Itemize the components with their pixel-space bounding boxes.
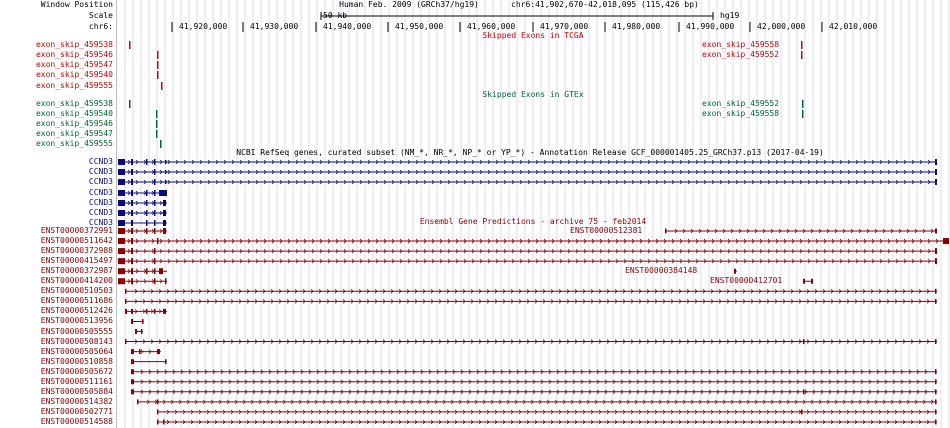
ensembl-item-label[interactable]: ENST00000372987 (40, 266, 113, 276)
refseq-track-title: NCBI RefSeq genes, curated subset (NM_*, NR_*, NP_* or YP_*) - Annotation Release GCF_000001405.25_GRCh37.p13 (2017-04-19) (236, 148, 824, 157)
tcga-item-label[interactable]: exon_skip_459547 (35, 60, 113, 69)
ruler-tick-label: 41,940,000 (323, 22, 372, 31)
gtex-item-label[interactable]: exon_skip_459540 (35, 109, 113, 118)
ensembl-item-label[interactable]: ENST00000415497 (40, 256, 113, 266)
ensembl-inline-label[interactable]: ENST00000384148 (625, 266, 698, 276)
ensembl-item-label[interactable]: ENST00000510858 (40, 356, 113, 366)
ensembl-item-label[interactable]: ENST00000505064 (40, 346, 113, 356)
ensembl-item-label[interactable]: ENST00000505672 (40, 366, 113, 376)
ensembl-item-label[interactable]: ENST00000510503 (40, 286, 113, 296)
track-text-layer (117, 0, 950, 428)
ensembl-item-label[interactable]: ENST00000372988 (40, 246, 113, 256)
tcga-track-title: Skipped Exons in TCGA (482, 31, 584, 40)
ensembl-item-label[interactable]: ENST00000511686 (40, 296, 113, 306)
ensembl-track-title: Ensembl Gene Predictions - archive 75 - feb2014 (419, 217, 647, 226)
refseq-item-label[interactable]: CCND3 (88, 218, 113, 227)
ruler-tick-label: 42,010,000 (829, 22, 878, 31)
ensembl-item-label[interactable]: ENST00000414200 (40, 276, 113, 286)
assembly-title: Human Feb. 2009 (GRCh37/hg19) (339, 0, 479, 9)
gtex-item-label[interactable]: exon_skip_459555 (35, 139, 113, 148)
exon-inline-label[interactable]: exon_skip_459552 (702, 50, 780, 59)
ensembl-item-label[interactable]: ENST00000514382 (40, 396, 113, 406)
ensembl-inline-label[interactable]: ENST00000512381 (570, 226, 643, 235)
scale-text: 50 kb (323, 11, 348, 20)
refseq-item-label[interactable]: CCND3 (88, 208, 113, 217)
gtex-item-label[interactable]: exon_skip_459546 (35, 119, 113, 128)
gtex-track-title: Skipped Exons in GTEx (482, 90, 584, 99)
ensembl-item-label[interactable]: ENST00000508143 (40, 336, 113, 346)
gtex-item-label[interactable]: exon_skip_459538 (35, 99, 113, 108)
ensembl-item-label[interactable]: ENST00000511642 (40, 236, 113, 246)
ensembl-item-label[interactable]: ENST00000505555 (40, 326, 113, 336)
ruler-tick-label: 41,970,000 (540, 22, 589, 31)
scale-db: hg19 (720, 11, 740, 20)
ensembl-item-label[interactable]: ENST00000511161 (40, 376, 113, 386)
ensembl-item-label[interactable]: ENST00000512426 (40, 306, 113, 316)
ruler-tick-label: 41,930,000 (250, 22, 299, 31)
refseq-item-label[interactable]: CCND3 (88, 198, 113, 207)
ruler-tick-label: 41,960,000 (467, 22, 516, 31)
ensembl-item-label[interactable]: ENST00000513956 (40, 316, 113, 326)
ruler-tick-label: 41,950,000 (395, 22, 444, 31)
chrom-label: chr6: (88, 22, 113, 31)
refseq-item-label[interactable]: CCND3 (88, 157, 113, 166)
ruler-tick-label: 41,980,000 (612, 22, 661, 31)
ensembl-item-label[interactable]: ENST00000514588 (40, 416, 113, 426)
refseq-item-label[interactable]: CCND3 (88, 177, 113, 186)
refseq-item-label[interactable]: CCND3 (88, 188, 113, 197)
scale-label: Scale (88, 11, 113, 20)
exon-inline-label[interactable]: exon_skip_459558 (702, 40, 780, 49)
tcga-item-label[interactable]: exon_skip_459538 (35, 40, 113, 49)
ruler-tick-label: 41,920,000 (179, 22, 228, 31)
exon-inline-label[interactable]: exon_skip_459558 (702, 109, 780, 118)
tcga-item-label[interactable]: exon_skip_459546 (35, 50, 113, 59)
track-labels-panel (0, 0, 116, 428)
exon-inline-label[interactable]: exon_skip_459552 (702, 99, 780, 108)
tcga-item-label[interactable]: exon_skip_459555 (35, 81, 113, 90)
ensembl-item-label[interactable]: ENST00000505884 (40, 386, 113, 396)
ensembl-item-label[interactable]: ENST00000502771 (40, 406, 113, 416)
window-position-label: Window Position (40, 0, 113, 9)
gtex-item-label[interactable]: exon_skip_459547 (35, 129, 113, 138)
refseq-item-label[interactable]: CCND3 (88, 167, 113, 176)
ruler-tick-label: 41,990,000 (686, 22, 735, 31)
ruler-tick-label: 42,000,000 (757, 22, 806, 31)
ensembl-item-label[interactable]: ENST00000372991 (40, 226, 113, 235)
tcga-item-label[interactable]: exon_skip_459540 (35, 70, 113, 79)
position-readout: chr6:41,902,670-42,018,095 (115,426 bp) (511, 0, 699, 9)
ensembl-inline-label[interactable]: ENST00000412701 (710, 276, 783, 286)
